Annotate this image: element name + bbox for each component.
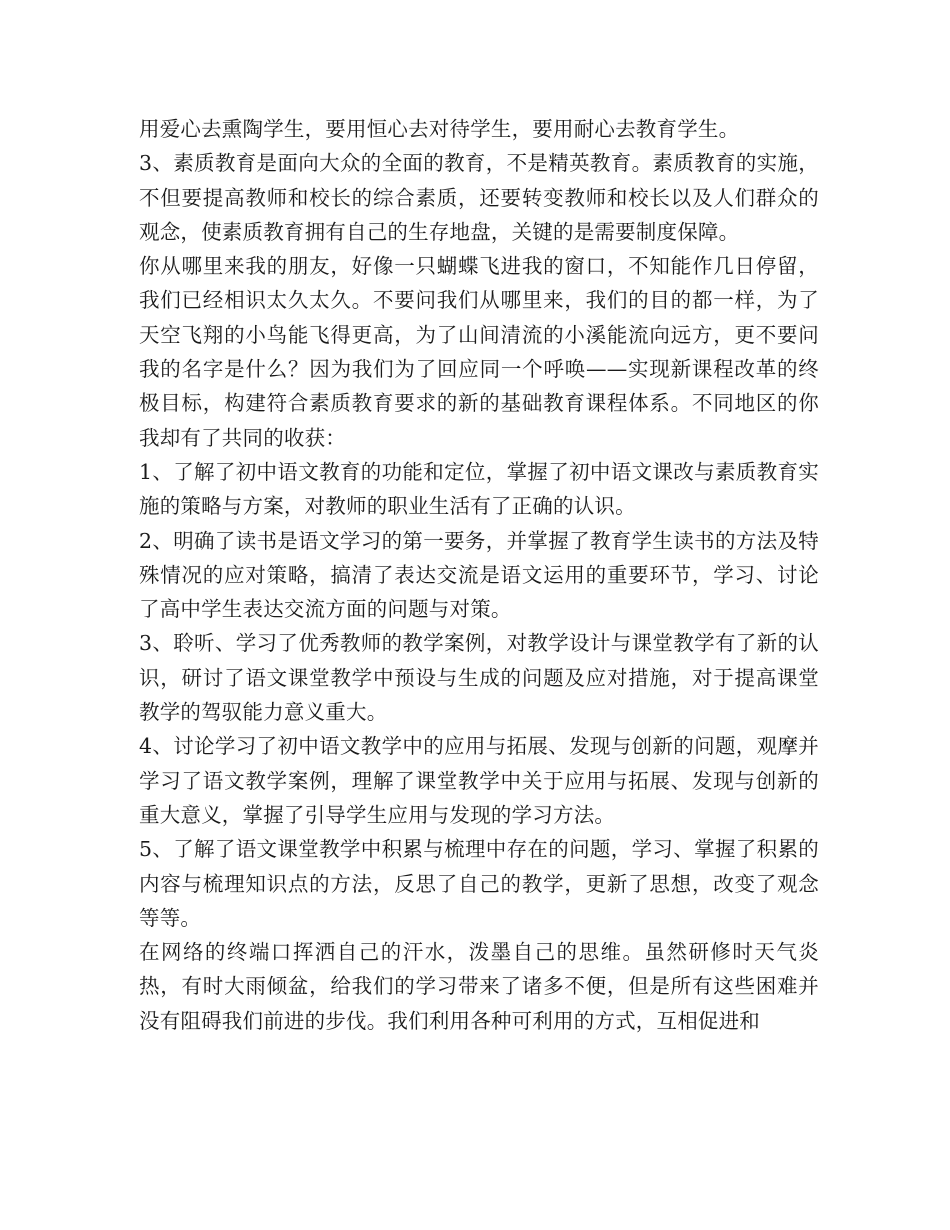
paragraph-closing: 在网络的终端口挥洒自己的汗水，泼墨自己的思维。虽然研修时天气炎热，有时大雨倾盆，给我们的学习带来了诸多不便，但是所有这些困难并没有阻碍我们前进的步伐。我们利用各种可利用的方式，互相促进和 bbox=[139, 940, 819, 1033]
paragraph-intro-line: 用爱心去熏陶学生，要用恒心去对待学生，要用耐心去教育学生。 bbox=[139, 117, 740, 141]
paragraph-gain-4: 4、讨论学习了初中语文教学中的应用与拓展、发现与创新的问题，观摩并学习了语文教学案例，理解了课堂教学中关于应用与拓展、发现与创新的重大意义，掌握了引导学生应用与发现的学习方法。 bbox=[139, 734, 819, 827]
document-page bbox=[139, 112, 819, 1038]
paragraph-gain-2: 2、明确了读书是语文学习的第一要务，并掌握了教育学生读书的方法及特殊情况的应对策略，搞清了表达交流是语文运用的重要环节，学习、讨论了高中学生表达交流方面的问题与对策。 bbox=[139, 528, 819, 622]
paragraph-gain-3: 3、聆听、学习了优秀教师的教学案例，对教学设计与课堂教学有了新的认识，研讨了语文课堂教学中预设与生成的问题及应对措施，对于提高课堂教学的驾驭能力意义重大。 bbox=[139, 631, 819, 725]
paragraph-gain-5: 5、了解了语文课堂教学中积累与梳理中存在的问题，学习、掌握了积累的内容与梳理知识点的方法，反思了自己的教学，更新了思想，改变了观念等等。 bbox=[139, 837, 819, 930]
paragraph-friends-gathering: 你从哪里来我的朋友，好像一只蝴蝶飞进我的窗口，不知能作几日停留，我们已经相识太久太久。不要问我们从哪里来，我们的目的都一样，为了天空飞翔的小鸟能飞得更高，为了山间清流的小溪能流向远方，更不要问我的名字是什么？因为我们为了回应同一个呼唤——实现新课程改革的终极目标，构建符合素质教育要求的新的基础教育课程体系。不同地区的你我却有了共同的收获： bbox=[139, 254, 819, 450]
paragraph-point-3-quality-education: 3、素质教育是面向大众的全面的教育，不是精英教育。素质教育的实施，不但要提高教师和校长的综合素质，还要转变教师和校长以及人们群众的观念，使素质教育拥有自己的生存地盘，关键的是需要制度保障。 bbox=[139, 151, 819, 244]
paragraph-gain-1: 1、了解了初中语文教育的功能和定位，掌握了初中语文课改与素质教育实施的策略与方案，对教师的职业生活有了正确的认识。 bbox=[139, 459, 819, 519]
